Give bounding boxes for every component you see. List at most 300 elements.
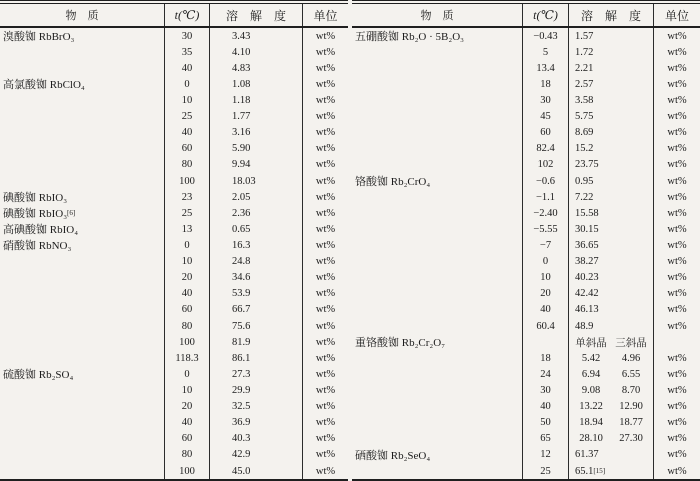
solubility-value: 36.65 xyxy=(575,239,599,251)
solubility-cell xyxy=(569,189,654,205)
substance-name: 高氯酸铷 RbClO₄ xyxy=(3,79,85,92)
substance-cell xyxy=(0,221,165,237)
solubility-value-monoclinic: 28.10 xyxy=(579,433,603,445)
temperature-cell: 13 xyxy=(165,221,210,237)
temperature-cell: 18 xyxy=(523,76,569,92)
solubility-value: 5.90 xyxy=(232,143,251,155)
temperature-cell: 0 xyxy=(523,254,569,270)
solubility-cell xyxy=(210,60,303,76)
solubility-cell xyxy=(210,463,303,479)
unit-cell: wt% xyxy=(667,30,687,42)
solubility-value: 1.08 xyxy=(232,78,251,90)
unit-cell: wt% xyxy=(315,433,336,445)
substance-name: 五硼酸铷 Rb₂O · 5B₂O₃ xyxy=(355,31,464,44)
substance-cell xyxy=(0,270,165,286)
temperature-cell: 60 xyxy=(523,125,569,141)
substance-cell xyxy=(0,382,165,398)
table-row xyxy=(0,44,348,60)
unit-cell: wt% xyxy=(315,401,336,413)
solubility-cell xyxy=(569,270,654,286)
table-row xyxy=(352,221,700,237)
substance-name: 碘酸铷 RbIO₃ xyxy=(3,208,68,221)
temperature-cell: 118.3 xyxy=(165,350,210,366)
solubility-value-triclinic: 4.96 xyxy=(621,352,641,364)
solubility-value: 40.3 xyxy=(232,433,251,445)
temperature-cell: 10 xyxy=(165,254,210,270)
substance-cell xyxy=(352,125,523,141)
solubility-value: 42.9 xyxy=(232,449,251,461)
solubility-value: 8.69 xyxy=(575,127,594,139)
table-row xyxy=(0,205,348,221)
solubility-cell xyxy=(569,125,654,141)
substance-cell xyxy=(352,92,523,108)
table-row xyxy=(352,157,700,173)
table-row xyxy=(352,125,700,141)
substance-cell xyxy=(352,350,523,366)
temperature-cell: 35 xyxy=(165,44,210,60)
solubility-cell xyxy=(569,415,654,431)
table-row xyxy=(352,76,700,92)
temperature-cell: 30 xyxy=(523,92,569,108)
table-row xyxy=(352,109,700,125)
solubility-cell xyxy=(569,286,654,302)
solubility-value: 32.5 xyxy=(232,401,251,413)
table-row xyxy=(0,141,348,157)
solubility-value: 36.9 xyxy=(232,417,251,429)
solubility-table-left xyxy=(0,0,348,481)
unit-cell: wt% xyxy=(667,433,687,445)
substance-cell xyxy=(0,415,165,431)
table-row xyxy=(352,415,700,431)
substance-cell xyxy=(0,350,165,366)
table-row xyxy=(0,415,348,431)
solubility-value: 2.36 xyxy=(232,207,251,219)
solubility-cell xyxy=(210,447,303,463)
solubility-cell xyxy=(210,334,303,350)
substance-name: 溴酸铷 RbBrO₃ xyxy=(3,31,75,44)
solubility-cell xyxy=(210,318,303,334)
solubility-value: 23.75 xyxy=(575,159,599,171)
substance-cell xyxy=(352,157,523,173)
temperature-cell: 25 xyxy=(523,463,569,479)
unit-cell: wt% xyxy=(667,111,687,123)
table-row xyxy=(0,350,348,366)
solubility-cell xyxy=(569,302,654,318)
table-row xyxy=(352,318,700,334)
column-header-solubility: 溶 解 度 xyxy=(569,4,654,26)
unit-cell: wt% xyxy=(667,94,687,106)
solubility-cell xyxy=(569,109,654,125)
solubility-value: 18.03 xyxy=(232,175,256,187)
unit-cell: wt% xyxy=(315,143,336,155)
table-row xyxy=(352,44,700,60)
temperature-cell: 40 xyxy=(165,286,210,302)
substance-cell xyxy=(352,141,523,157)
solubility-cell xyxy=(569,366,654,382)
solubility-cell xyxy=(210,286,303,302)
solubility-cell xyxy=(569,254,654,270)
solubility-cell xyxy=(210,399,303,415)
solubility-cell xyxy=(210,350,303,366)
substance-cell xyxy=(352,302,523,318)
unit-cell: wt% xyxy=(315,368,336,380)
unit-cell: wt% xyxy=(315,94,336,106)
unit-cell: wt% xyxy=(315,127,336,139)
substance-cell xyxy=(0,141,165,157)
table-row xyxy=(0,302,348,318)
unit-cell: wt% xyxy=(315,175,336,187)
unit-cell: wt% xyxy=(667,207,687,219)
unit-cell: wt% xyxy=(315,78,336,90)
temperature-cell: 0 xyxy=(165,76,210,92)
solubility-value: 66.7 xyxy=(232,304,251,316)
unit-cell: wt% xyxy=(315,449,336,461)
solubility-value: 46.13 xyxy=(575,304,599,316)
solubility-cell xyxy=(569,44,654,60)
solubility-value-triclinic: 12.90 xyxy=(619,401,643,413)
substance-cell xyxy=(0,44,165,60)
solubility-cell xyxy=(210,157,303,173)
solubility-cell xyxy=(210,173,303,189)
substance-cell xyxy=(0,60,165,76)
table-row xyxy=(0,447,348,463)
unit-cell: wt% xyxy=(315,239,336,251)
temperature-cell: 60 xyxy=(165,302,210,318)
solubility-cell xyxy=(210,205,303,221)
temperature-cell: 60.4 xyxy=(523,318,569,334)
table-row xyxy=(352,366,700,382)
temperature-cell: 102 xyxy=(523,157,569,173)
solubility-value: 27.3 xyxy=(232,368,251,380)
unit-cell: wt% xyxy=(667,288,687,300)
solubility-value: 15.2 xyxy=(575,143,594,155)
table-row xyxy=(352,382,700,398)
unit-cell: wt% xyxy=(667,449,687,461)
substance-name: 铬酸铷 Rb₂CrO₄ xyxy=(355,176,431,189)
temperature-cell: 18 xyxy=(523,350,569,366)
solubility-cell xyxy=(210,415,303,431)
solubility-value: 53.9 xyxy=(232,288,251,300)
substance-cell xyxy=(352,270,523,286)
substance-cell xyxy=(352,286,523,302)
substance-cell xyxy=(352,189,523,205)
temperature-cell: 45 xyxy=(523,109,569,125)
substance-cell xyxy=(0,92,165,108)
table-row xyxy=(352,302,700,318)
substance-cell xyxy=(352,205,523,221)
solubility-value: 3.58 xyxy=(575,94,594,106)
column-header-unit: 单位 xyxy=(664,8,689,23)
column-header-substance: 物 质 xyxy=(0,4,165,26)
table-row xyxy=(0,60,348,76)
table-body xyxy=(352,28,700,479)
table-row xyxy=(0,286,348,302)
unit-cell: wt% xyxy=(315,223,336,235)
table-row xyxy=(0,76,348,92)
solubility-value: 75.6 xyxy=(232,320,251,332)
substance-cell xyxy=(352,76,523,92)
solubility-value: 1.77 xyxy=(232,111,251,123)
substance-cell xyxy=(0,447,165,463)
column-header-temperature: t(℃) xyxy=(165,4,210,26)
unit-cell: wt% xyxy=(667,175,687,187)
table-row xyxy=(352,254,700,270)
temperature-cell: 80 xyxy=(165,447,210,463)
table-row xyxy=(352,92,700,108)
table-row xyxy=(352,286,700,302)
unit-cell: wt% xyxy=(667,304,687,316)
temperature-cell: 100 xyxy=(165,463,210,479)
table-row xyxy=(0,382,348,398)
table-row xyxy=(0,237,348,253)
unit-cell: wt% xyxy=(315,384,336,396)
unit-cell: wt% xyxy=(667,320,687,332)
solubility-cell xyxy=(569,173,654,189)
crystal-form-header-cell xyxy=(569,334,654,350)
substance-cell xyxy=(352,415,523,431)
temperature-cell: 20 xyxy=(523,286,569,302)
solubility-cell xyxy=(210,302,303,318)
substance-cell xyxy=(352,382,523,398)
unit-cell: wt% xyxy=(667,46,687,58)
unit-cell: wt% xyxy=(667,256,687,268)
temperature-cell: −0.6 xyxy=(523,173,569,189)
unit-cell: wt% xyxy=(315,159,336,171)
table-row xyxy=(352,350,700,366)
solubility-cell xyxy=(210,76,303,92)
unit-cell: wt% xyxy=(315,191,336,203)
table-header-row xyxy=(352,4,700,28)
solubility-cell xyxy=(569,382,654,398)
solubility-value-monoclinic: 18.94 xyxy=(579,417,603,429)
temperature-cell: 24 xyxy=(523,366,569,382)
substance-cell xyxy=(352,237,523,253)
table-row xyxy=(0,399,348,415)
solubility-cell xyxy=(569,141,654,157)
temperature-cell: 40 xyxy=(165,60,210,76)
unit-cell: wt% xyxy=(667,239,687,251)
substance-cell xyxy=(352,366,523,382)
substance-cell xyxy=(352,463,523,479)
solubility-value-monoclinic: 5.42 xyxy=(581,352,601,364)
temperature-cell: 40 xyxy=(523,302,569,318)
table-row xyxy=(352,189,700,205)
unit-cell: wt% xyxy=(667,223,687,235)
table-row xyxy=(0,28,348,44)
solubility-cell xyxy=(210,109,303,125)
solubility-cell xyxy=(569,60,654,76)
unit-cell: wt% xyxy=(667,143,687,155)
solubility-cell xyxy=(210,92,303,108)
temperature-cell: 100 xyxy=(165,334,210,350)
temperature-cell: −7 xyxy=(523,237,569,253)
unit-cell: wt% xyxy=(667,352,687,364)
unit-cell: wt% xyxy=(667,191,687,203)
substance-name: 高碘酸铷 RbIO₄ xyxy=(3,224,79,237)
temperature-cell: 30 xyxy=(523,382,569,398)
solubility-value: 5.75 xyxy=(575,111,594,123)
table-header-row xyxy=(0,4,348,28)
solubility-cell xyxy=(210,366,303,382)
solubility-cell xyxy=(569,350,654,366)
column-header-unit: 单位 xyxy=(313,8,338,23)
substance-cell: 碘酸铷 RbIO₃ [6] xyxy=(0,205,165,221)
temperature-cell: −0.43 xyxy=(523,28,569,44)
column-header-temperature: t(℃) xyxy=(523,4,569,26)
solubility-cell xyxy=(210,254,303,270)
solubility-value-monoclinic: 13.22 xyxy=(579,401,603,413)
solubility-value: 1.57 xyxy=(575,30,594,42)
solubility-value: 61.37 xyxy=(575,449,599,461)
solubility-value: 48.9 xyxy=(575,320,594,332)
temperature-cell: 5 xyxy=(523,44,569,60)
table-row xyxy=(0,334,348,350)
unit-cell: wt% xyxy=(315,304,336,316)
table-row xyxy=(352,334,700,350)
solubility-cell xyxy=(210,270,303,286)
table-row xyxy=(352,463,700,479)
temperature-cell: 82.4 xyxy=(523,141,569,157)
solubility-cell xyxy=(569,431,654,447)
solubility-cell xyxy=(210,141,303,157)
solubility-table-right xyxy=(352,0,700,481)
solubility-value: 81.9 xyxy=(232,336,251,348)
table-row xyxy=(0,109,348,125)
solubility-value-triclinic: 27.30 xyxy=(619,433,643,445)
substance-cell xyxy=(352,254,523,270)
solubility-cell xyxy=(569,76,654,92)
substance-cell xyxy=(0,399,165,415)
temperature-cell: 60 xyxy=(165,141,210,157)
solubility-cell xyxy=(569,318,654,334)
substance-cell xyxy=(352,109,523,125)
temperature-cell: 40 xyxy=(523,399,569,415)
solubility-cell xyxy=(569,447,654,463)
unit-cell: wt% xyxy=(667,272,687,284)
column-header-substance: 物 质 xyxy=(352,4,523,26)
unit-cell: wt% xyxy=(315,46,336,58)
unit-cell: wt% xyxy=(315,465,336,477)
substance-cell xyxy=(352,28,523,44)
table-row xyxy=(0,221,348,237)
solubility-value: 65.1 xyxy=(575,465,594,477)
table-row xyxy=(352,60,700,76)
substance-name: 重铬酸铷 Rb₂Cr₂O₇ xyxy=(355,337,446,350)
solubility-value: 34.6 xyxy=(232,272,251,284)
substance-name: 硫酸铷 Rb₂SO₄ xyxy=(3,369,74,382)
table-row xyxy=(352,431,700,447)
unit-cell: wt% xyxy=(315,111,336,123)
solubility-value: 0.65 xyxy=(232,223,251,235)
solubility-value: 15.58 xyxy=(575,207,599,219)
solubility-cell xyxy=(569,28,654,44)
substance-cell xyxy=(0,463,165,479)
solubility-value: 3.16 xyxy=(232,127,251,139)
unit-cell: wt% xyxy=(667,159,687,171)
substance-name: 硒酸铷 Rb₂SeO₄ xyxy=(355,449,431,462)
solubility-value: 38.27 xyxy=(575,256,599,268)
solubility-cell xyxy=(210,44,303,60)
solubility-cell xyxy=(569,221,654,237)
solubility-value: 3.43 xyxy=(232,30,251,42)
solubility-cell xyxy=(210,189,303,205)
substance-name: 硝酸铷 RbNO₃ xyxy=(3,240,72,253)
temperature-cell: −1.1 xyxy=(523,189,569,205)
substance-cell xyxy=(0,366,165,382)
table-row xyxy=(0,318,348,334)
table-row xyxy=(0,189,348,205)
table-row xyxy=(0,366,348,382)
substance-cell xyxy=(352,173,523,189)
substance-cell xyxy=(0,237,165,253)
unit-cell: wt% xyxy=(315,288,336,300)
solubility-value-triclinic: 18.77 xyxy=(619,417,643,429)
solubility-cell: 65.1 [15] xyxy=(569,463,654,479)
substance-name: 碘酸铷 RbIO₃ xyxy=(3,192,68,205)
solubility-value: 42.42 xyxy=(575,288,599,300)
unit-cell: wt% xyxy=(315,272,336,284)
solubility-cell xyxy=(569,157,654,173)
unit-cell: wt% xyxy=(667,401,687,413)
temperature-cell: 25 xyxy=(165,205,210,221)
table-row xyxy=(352,399,700,415)
substance-cell xyxy=(352,221,523,237)
substance-cell xyxy=(0,318,165,334)
solubility-cell xyxy=(569,92,654,108)
unit-cell: wt% xyxy=(667,465,687,477)
table-row xyxy=(0,92,348,108)
unit-cell: wt% xyxy=(667,417,687,429)
temperature-cell: 80 xyxy=(165,157,210,173)
unit-cell: wt% xyxy=(315,417,336,429)
unit-cell: wt% xyxy=(315,62,336,74)
solubility-value: 4.10 xyxy=(232,46,251,58)
temperature-cell: −5.55 xyxy=(523,221,569,237)
solubility-value: 2.21 xyxy=(575,62,594,74)
solubility-cell xyxy=(210,221,303,237)
solubility-value-monoclinic: 6.94 xyxy=(581,368,601,380)
table-row xyxy=(0,463,348,479)
temperature-cell: 30 xyxy=(165,28,210,44)
unit-cell: wt% xyxy=(315,336,336,348)
substance-cell xyxy=(0,125,165,141)
unit-cell: wt% xyxy=(667,368,687,380)
solubility-cell xyxy=(210,382,303,398)
substance-cell xyxy=(0,431,165,447)
substance-cell xyxy=(352,318,523,334)
substance-cell xyxy=(0,157,165,173)
temperature-cell: 25 xyxy=(165,109,210,125)
unit-cell: wt% xyxy=(667,127,687,139)
substance-cell xyxy=(352,431,523,447)
solubility-value: 1.72 xyxy=(575,46,594,58)
solubility-value: 0.95 xyxy=(575,175,594,187)
table-row xyxy=(0,125,348,141)
crystal-form-label: 单斜晶 xyxy=(575,337,607,349)
solubility-value: 4.83 xyxy=(232,62,251,74)
table-row xyxy=(352,205,700,221)
unit-cell: wt% xyxy=(315,352,336,364)
solubility-cell xyxy=(569,237,654,253)
temperature-cell: 65 xyxy=(523,431,569,447)
solubility-cell xyxy=(210,431,303,447)
column-header-solubility: 溶 解 度 xyxy=(210,4,303,26)
solubility-cell xyxy=(569,205,654,221)
substance-cell xyxy=(352,334,523,350)
temperature-cell: 60 xyxy=(165,431,210,447)
solubility-cell xyxy=(210,28,303,44)
table-row xyxy=(0,431,348,447)
